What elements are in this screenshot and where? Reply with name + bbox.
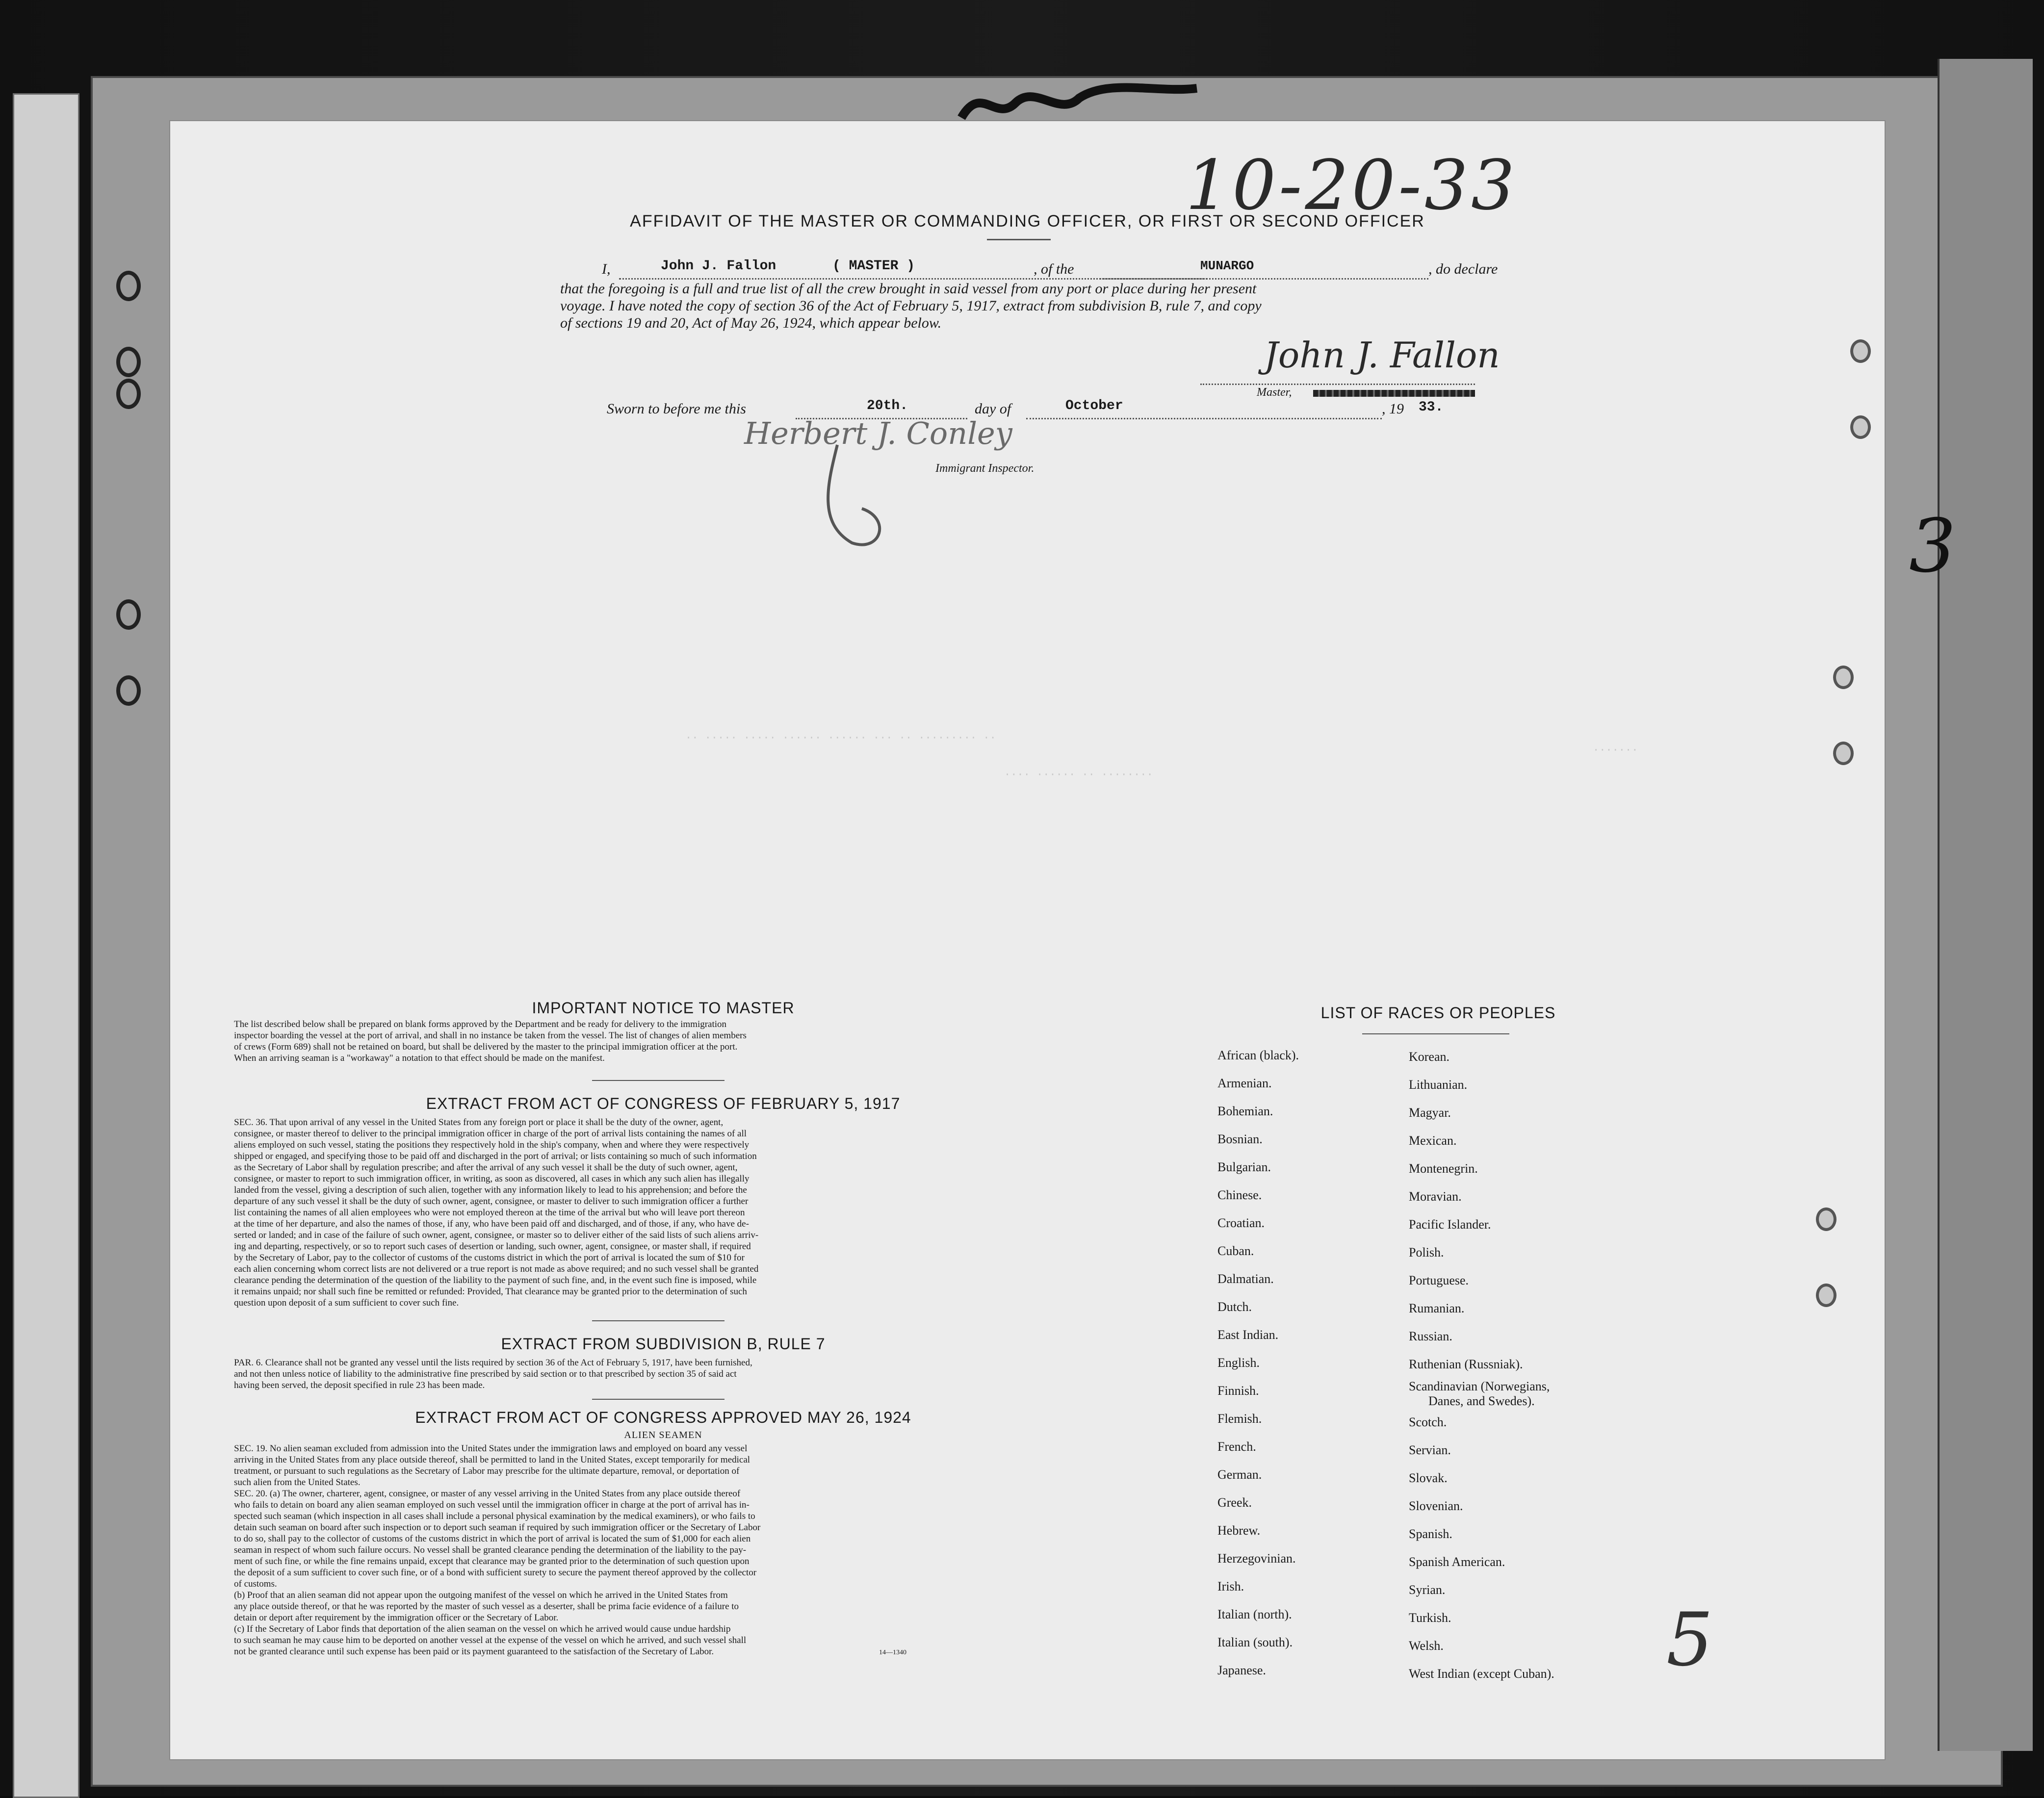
- race-right: Slovak.: [1409, 1471, 1448, 1485]
- race-left: German.: [1217, 1467, 1262, 1482]
- race-right: Spanish.: [1409, 1527, 1452, 1541]
- law-line: ing and departing, respectively, or so to report such cases of desertion or landing, such owner, agent, consignee, or master shall, if required: [234, 1241, 751, 1252]
- law-line: SEC. 36. That upon arrival of any vessel in the United States from any foreign port or place it shall be the duty of the owner, agent,: [234, 1117, 724, 1128]
- punch-hole: [116, 379, 141, 409]
- race-left: Flemish.: [1217, 1412, 1262, 1426]
- law-line: of customs.: [234, 1579, 277, 1589]
- extract-rule7-title: EXTRACT FROM SUBDIVISION B, RULE 7: [501, 1335, 826, 1353]
- race-right: Portuguese.: [1409, 1273, 1469, 1287]
- day-of-label: day of: [975, 401, 1011, 417]
- race-right: Polish.: [1409, 1245, 1444, 1259]
- law-line: landed from the vessel, giving a description of such alien, together with any information likely to lead to his apprehension; and before the: [234, 1185, 747, 1195]
- race-left: Dutch.: [1217, 1300, 1252, 1314]
- divider: [592, 1080, 724, 1081]
- law-line: list containing the names of all alien employees who were not employed thereon at the time of the arrival but who will leave port thereon: [234, 1207, 745, 1218]
- punch-hole: [116, 347, 141, 377]
- top-scribble: [952, 74, 1207, 128]
- i-label: I,: [602, 261, 611, 277]
- race-left: Armenian.: [1217, 1076, 1272, 1090]
- race-left: Cuban.: [1217, 1244, 1254, 1258]
- notice-line: inspector boarding the vessel at the port of arrival, and shall in no instance be taken from the vessel. The list of changes of alien members: [234, 1030, 747, 1041]
- race-left: Japanese.: [1217, 1663, 1266, 1677]
- race-right: Spanish American.: [1409, 1555, 1505, 1569]
- extract-1924-body: [234, 1443, 1137, 1657]
- law-line: who fails to detain on board any alien seaman employed on such vessel until the immigration officer in charge at the port of arrival has in-: [234, 1500, 750, 1510]
- race-right: Syrian.: [1409, 1583, 1446, 1597]
- race-right: Magyar.: [1409, 1105, 1451, 1120]
- inspector-caption: Immigrant Inspector.: [935, 462, 1035, 475]
- sworn-year: 33.: [1419, 400, 1444, 415]
- extract-1924-title: EXTRACT FROM ACT OF CONGRESS APPROVED MAY 26, 1924: [415, 1409, 911, 1426]
- race-left: Croatian.: [1217, 1216, 1265, 1230]
- punch-hole: [1833, 666, 1854, 689]
- notice-line: When an arriving seaman is a "workaway" a notation to that effect should be made on the manifest.: [234, 1053, 605, 1063]
- margin-number: 3: [1909, 504, 1956, 589]
- bleed-through: ···· ······ ·· ········: [1004, 769, 1153, 781]
- law-line: departure of any such vessel it shall be the duty of such owner, agent, consignee, or master to deliver to such immigration officer a further: [234, 1196, 749, 1207]
- race-left: East Indian.: [1217, 1328, 1279, 1342]
- strikeout-mark: [1313, 390, 1475, 397]
- race-left: English.: [1217, 1356, 1260, 1370]
- race-left: Bosnian.: [1217, 1132, 1263, 1146]
- law-line: arriving in the United States from any place outside thereof, shall be permitted to land in the United States, except temporarily for medical: [234, 1455, 750, 1465]
- law-line: question upon deposit of a sum sufficient to cover such fine.: [234, 1298, 459, 1308]
- race-left: French.: [1217, 1439, 1256, 1454]
- form-number: 14—1340: [879, 1649, 906, 1656]
- race-left: Italian (north).: [1217, 1607, 1292, 1621]
- law-line: serted or landed; and in case of the failure of such owner, agent, consignee, or master so to deliver either of the said lists of such aliens arriv-: [234, 1230, 759, 1240]
- law-line: detain such seaman on board after such inspection or to deport such seaman if required by such immigration officer or the Secretary of Labor: [234, 1522, 761, 1533]
- affidavit-body-1: that the foregoing is a full and true list of all the crew brought in said vessel from any port or place during her present: [560, 281, 1257, 297]
- race-right: Rumanian.: [1409, 1301, 1465, 1315]
- race-right: Servian.: [1409, 1443, 1451, 1457]
- extract-1917-body: [234, 1117, 1137, 1309]
- divider: [1362, 1033, 1509, 1034]
- handwritten-date: 10-20-33: [1186, 146, 1518, 226]
- punch-hole: [1850, 339, 1871, 363]
- law-line: such alien from the United States.: [234, 1477, 361, 1488]
- race-right: Russian.: [1409, 1329, 1452, 1343]
- race-left: Finnish.: [1217, 1384, 1259, 1398]
- law-line: SEC. 19. No alien seaman excluded from admission into the United States under the immigration laws and employed on board any vessel: [234, 1443, 748, 1454]
- law-line: it remains unpaid; nor shall such fine be remitted or refunded: Provided, That clearance may be granted prior to the determination of such: [234, 1286, 747, 1297]
- master-name: John J. Fallon: [661, 258, 776, 274]
- law-line: and not then unless notice of liability to the administrative fine prescribed by said section or to that prescribed by section 35 of said act: [234, 1369, 737, 1379]
- extract-1924-subtitle: ALIEN SEAMEN: [624, 1430, 702, 1440]
- law-line: not be granted clearance until such expense has been paid or its payment guaranteed to the satisfaction of the Secretary of Labor.: [234, 1646, 714, 1657]
- punch-hole: [116, 599, 141, 630]
- extract-1917-title: EXTRACT FROM ACT OF CONGRESS OF FEBRUARY 5, 1917: [426, 1095, 901, 1112]
- master-role: ( MASTER ): [832, 258, 915, 274]
- law-line: detain or deport after requirement by the immigration officer or the Secretary of Labor.: [234, 1613, 559, 1623]
- bleed-through: ·· ····· ····· ······ ······ ··· ·· ········· ··: [685, 732, 996, 744]
- back-sheet-edge: [1938, 59, 2033, 1751]
- law-line: spected such seaman (which inspection in all cases shall include a personal physical examination by the medical examiners), or who fails to: [234, 1511, 755, 1521]
- law-line: as the Secretary of Labor shall by regulation prescribe; and after the arrival of any such vessel it shall be the duty of such owner, agent,: [234, 1162, 738, 1173]
- race-right: Lithuanian.: [1409, 1078, 1468, 1092]
- notice-title: IMPORTANT NOTICE TO MASTER: [532, 999, 795, 1017]
- law-line: consignee, or master to report to such immigration officer, in writing, as soon as discovered, all cases in which any such alien has illegally: [234, 1174, 750, 1184]
- race-right: Moravian.: [1409, 1189, 1462, 1204]
- master-signature: John J. Fallon: [1264, 334, 1500, 376]
- law-line: clearance pending the determination of the question of the liability to the payment of such fine, and, in the event such fine is imposed, while: [234, 1275, 757, 1285]
- notice-line: The list described below shall be prepared on blank forms approved by the Department and be ready for delivery to the immigration: [234, 1019, 727, 1029]
- law-line: any place outside thereof, or that he was reported by the master of such vessel as a deserter, shall be prima facie evidence of a failure to: [234, 1601, 739, 1612]
- law-line: (c) If the Secretary of Labor finds that deportation of the alien seaman on the vessel on which he arrived would cause undue hardship: [234, 1624, 731, 1634]
- notice-body: [234, 1019, 1137, 1064]
- do-declare-label: , do declare: [1428, 261, 1498, 277]
- race-left: Herzegovinian.: [1217, 1551, 1296, 1566]
- race-left: Irish.: [1217, 1579, 1244, 1593]
- law-line: having been served, the deposit specified in rule 23 has been made.: [234, 1380, 485, 1390]
- race-right: Scotch.: [1409, 1415, 1447, 1429]
- inspector-signature: Herbert J. Conley: [744, 415, 1012, 451]
- race-right: Mexican.: [1409, 1133, 1457, 1148]
- divider: [987, 239, 1051, 240]
- fill-line: [1026, 418, 1382, 419]
- race-right: Danes, and Swedes).: [1428, 1394, 1535, 1408]
- races-title: LIST OF RACES OR PEOPLES: [1320, 1004, 1556, 1022]
- sworn-label: Sworn to before me this: [607, 401, 746, 417]
- law-line: ment of such fine, or while the fine remains unpaid, except that clearance may be granted prior to the determination of such question upon: [234, 1556, 750, 1567]
- law-line: (b) Proof that an alien seaman did not appear upon the outgoing manifest of the vessel on which he arrived in the United States from: [234, 1590, 728, 1600]
- law-line: to do so, shall pay to the collector of customs of the customs district in which the port of arrival is located the sum of $1,000 for each alien: [234, 1534, 751, 1544]
- race-right: Turkish.: [1409, 1611, 1451, 1625]
- punch-hole: [1833, 742, 1854, 765]
- punch-hole: [116, 675, 141, 706]
- extract-rule7-body: [234, 1357, 1137, 1391]
- signature-flourish: [808, 435, 926, 553]
- law-line: shipped or engaged, and specifying those to be paid off and discharged in the port of arrival; or lists containing so much of such information: [234, 1151, 757, 1161]
- binder-strip: [13, 93, 79, 1798]
- law-line: the deposit of a sum sufficient to cover such fine, or of a bond with sufficient surety to secure the payment thereof approved by the collector: [234, 1567, 757, 1578]
- race-right: Pacific Islander.: [1409, 1217, 1491, 1232]
- margin-number: 5: [1666, 1597, 1713, 1683]
- race-right: Scandinavian (Norwegians,: [1409, 1379, 1550, 1393]
- law-line: at the time of her departure, and also the names of those, if any, who have been paid off and discharged, and of those, if any, who have de-: [234, 1219, 749, 1229]
- divider: [592, 1320, 724, 1321]
- year-prefix: , 19: [1382, 401, 1404, 417]
- race-right: Ruthenian (Russniak).: [1409, 1357, 1523, 1371]
- sworn-month: October: [1065, 398, 1123, 413]
- race-left: Chinese.: [1217, 1188, 1262, 1202]
- document-page: [169, 120, 1956, 1760]
- vessel-name: MUNARGO: [1200, 258, 1254, 273]
- law-line: consignee, or master thereof to deliver to the principal immigration officer in charge of the port of arrival lists containing the names of all: [234, 1129, 747, 1139]
- affidavit-title: AFFIDAVIT OF THE MASTER OR COMMANDING OFFICER, OR FIRST OR SECOND OFFICER: [630, 212, 1425, 231]
- race-left: African (black).: [1217, 1048, 1299, 1062]
- race-right: West Indian (except Cuban).: [1409, 1667, 1554, 1681]
- race-left: Dalmatian.: [1217, 1272, 1274, 1286]
- race-left: Bulgarian.: [1217, 1160, 1271, 1174]
- affidavit-body-3: of sections 19 and 20, Act of May 26, 1924, which appear below.: [560, 315, 942, 331]
- law-line: SEC. 20. (a) The owner, charterer, agent, consignee, or master of any vessel arriving in the United States from any place outside thereof: [234, 1489, 741, 1499]
- law-line: to such seaman he may cause him to be deported on another vessel at the expense of the vessel on which he arrived, and such vessel shall: [234, 1635, 747, 1645]
- law-line: each alien concerning whom correct lists are not delivered or a true report is not made as above required; and no such vessel shall be granted: [234, 1264, 759, 1274]
- race-left: Italian (south).: [1217, 1635, 1293, 1649]
- bleed-through: ·······: [1593, 744, 1638, 756]
- race-left: Hebrew.: [1217, 1523, 1261, 1538]
- law-line: treatment, or pursuant to such regulations as the Secretary of Labor may prescribe for the ultimate departure, removal, or deportation of: [234, 1466, 740, 1476]
- fill-line: [1100, 278, 1428, 280]
- affidavit-body-2: voyage. I have noted the copy of section 36 of the Act of February 5, 1917, extract from subdivision B, rule 7, and copy: [560, 298, 1262, 314]
- law-line: PAR. 6. Clearance shall not be granted any vessel until the lists required by section 36 of the Act of February 5, 1917, have been furnished,: [234, 1358, 752, 1368]
- punch-hole: [116, 271, 141, 301]
- law-line: seaman in respect of whom such failure occurs. No vessel shall be granted clearance pending the determination of the liability to the pay-: [234, 1545, 747, 1555]
- race-left: Greek.: [1217, 1495, 1252, 1510]
- law-line: aliens employed on such vessel, stating the positions they respectively hold in the ship's company, when and where they were respectively: [234, 1140, 750, 1150]
- race-right: Welsh.: [1409, 1639, 1444, 1653]
- signature-line: [1200, 384, 1475, 385]
- race-left: Bohemian.: [1217, 1104, 1273, 1118]
- punch-hole: [1816, 1284, 1837, 1307]
- law-line: by the Secretary of Labor, pay to the collector of customs of the customs district in which the port of arrival is located the sum of $10 for: [234, 1253, 745, 1263]
- race-right: Montenegrin.: [1409, 1161, 1478, 1176]
- of-the-label: , of the: [1034, 261, 1074, 277]
- notice-line: of crews (Form 689) shall not be retained on board, but shall be delivered by the master to the principal immigration officer at the port.: [234, 1042, 738, 1052]
- punch-hole: [1816, 1207, 1837, 1231]
- divider: [592, 1399, 724, 1400]
- punch-hole: [1850, 415, 1871, 439]
- race-right: Slovenian.: [1409, 1499, 1463, 1513]
- sworn-day: 20th.: [867, 398, 908, 413]
- race-right: Korean.: [1409, 1050, 1450, 1064]
- master-caption: Master,: [1257, 386, 1292, 399]
